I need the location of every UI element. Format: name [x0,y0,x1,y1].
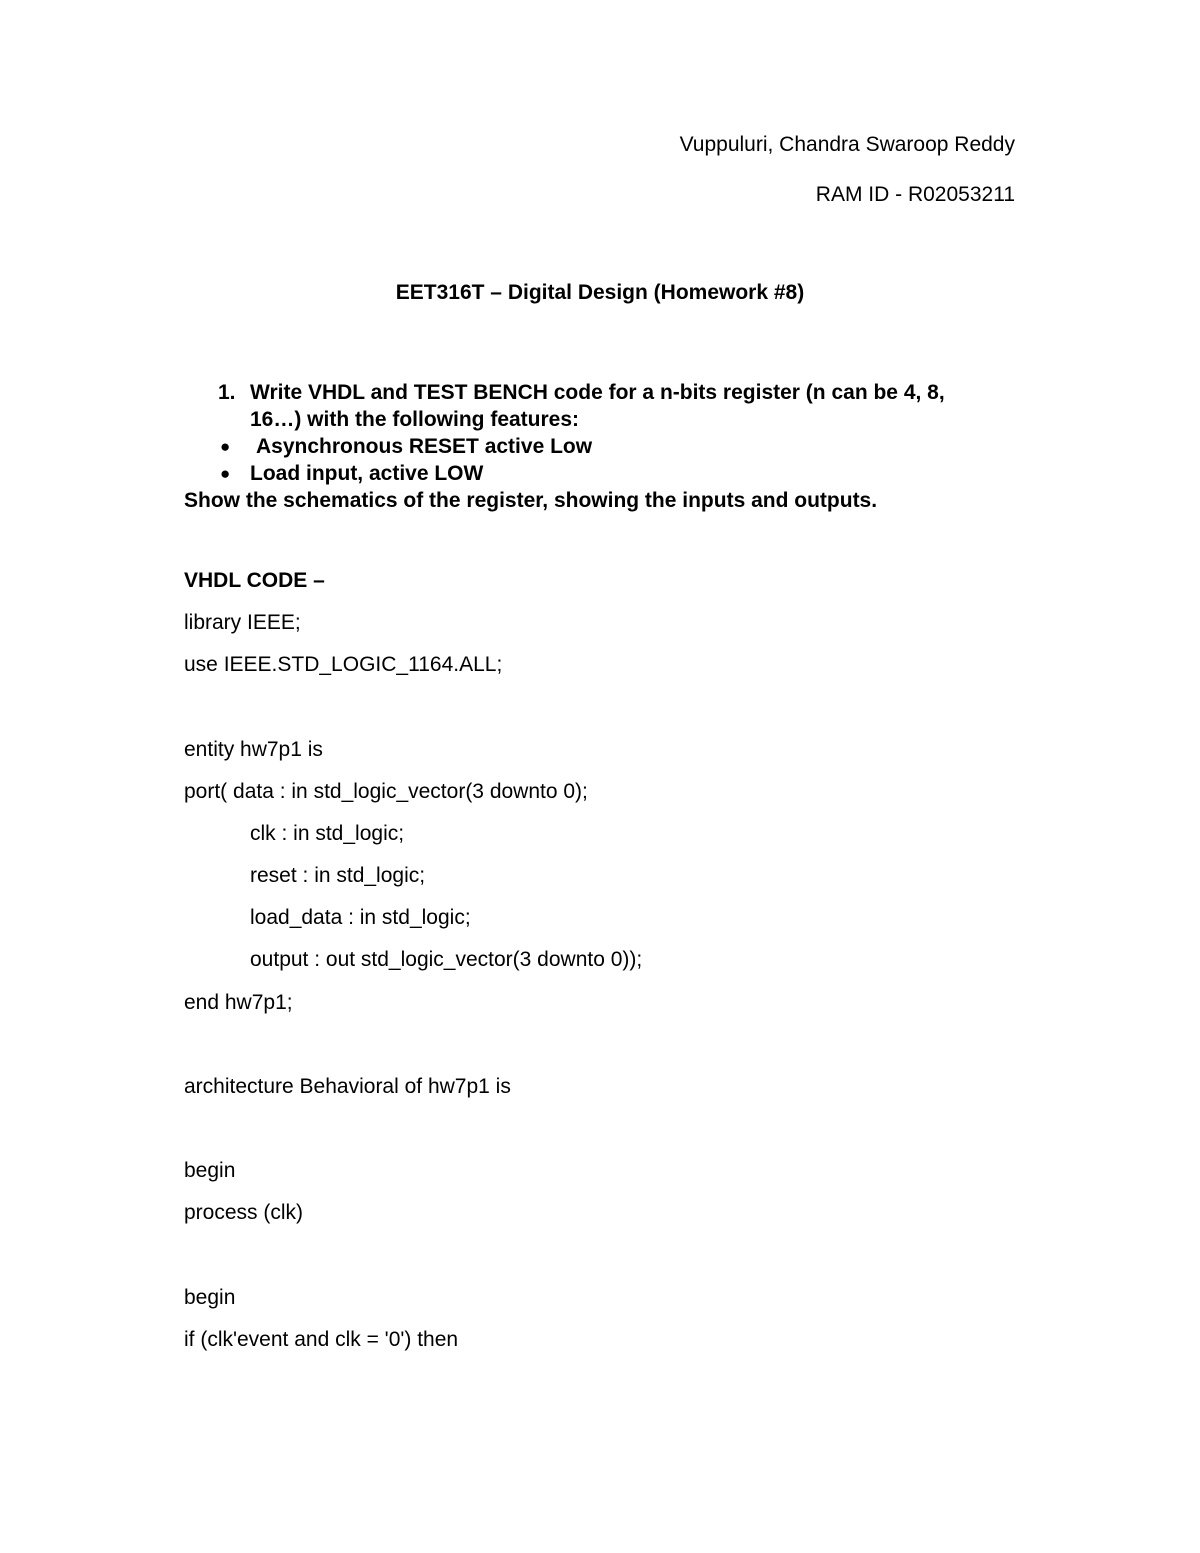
question-instruction: Show the schematics of the register, showing the inputs and outputs. [184,489,878,512]
question-text-line2: 16…) with the following features: [250,408,580,431]
code-line: library IEEE; [184,611,301,634]
code-line: output : out std_logic_vector(3 downto 0)); [250,948,643,971]
code-line: if (clk'event and clk = '0') then [184,1328,459,1351]
vhdl-heading: VHDL CODE – [184,569,325,592]
code-line: use IEEE.STD_LOGIC_1164.ALL; [184,653,503,676]
code-line: clk : in std_logic; [250,822,405,845]
code-line: process (clk) [184,1201,304,1224]
question-item [184,379,1014,406]
code-line: begin [184,1286,236,1309]
code-line: architecture Behavioral of hw7p1 is [184,1075,511,1098]
document-title: EET316T – Digital Design (Homework #8) [395,281,805,304]
code-line: entity hw7p1 is [184,738,323,761]
question-number: 1. [218,381,236,404]
author-name: Vuppuluri, Chandra Swaroop Reddy [679,133,1015,156]
bullet-dot-icon: ● [220,464,231,483]
ram-id: RAM ID - R02053211 [815,183,1015,206]
bullet-text: Asynchronous RESET active Low [256,435,593,458]
bullet-dot-icon: ● [220,437,231,456]
code-line: begin [184,1159,236,1182]
code-line: port( data : in std_logic_vector(3 downto 0); [184,780,588,803]
bullet-item [184,433,1014,460]
question-text-line1: Write VHDL and TEST BENCH code for a n-bits register (n can be 4, 8, [250,381,945,404]
bullet-item [184,460,1014,487]
code-line: reset : in std_logic; [250,864,426,887]
code-line: end hw7p1; [184,991,293,1014]
question-block [184,379,1014,514]
bullet-text: Load input, active LOW [250,462,484,485]
question-text-continuation [184,406,1014,433]
code-line: load_data : in std_logic; [250,906,471,929]
